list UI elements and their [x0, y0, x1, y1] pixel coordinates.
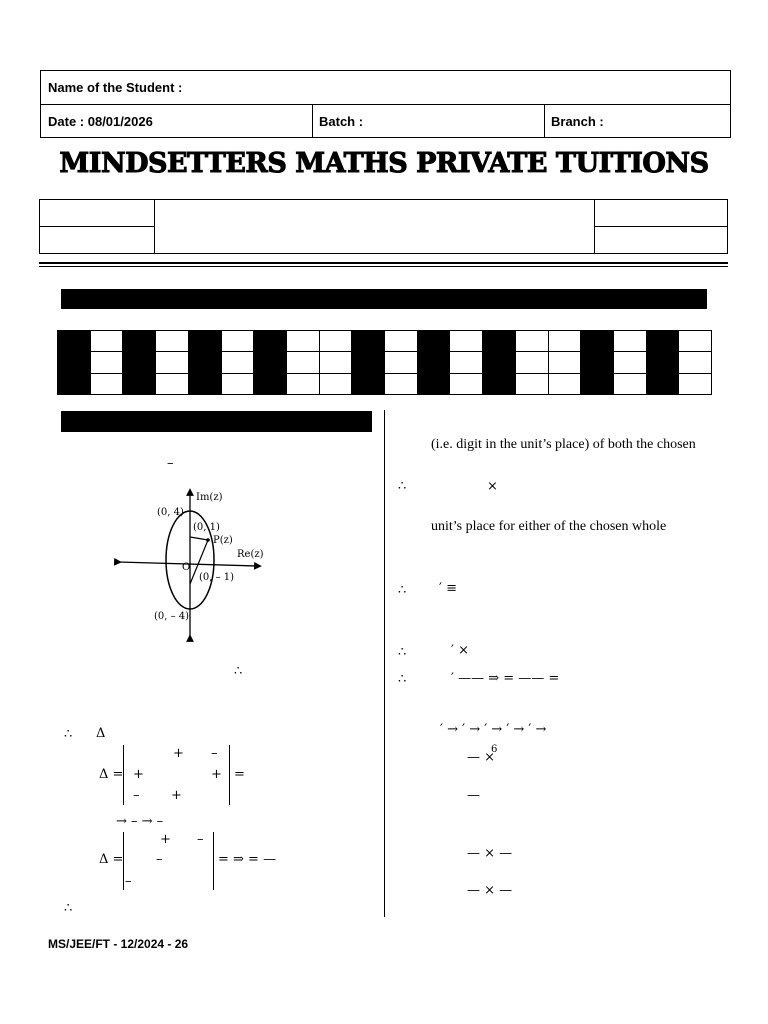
- exponent: 6: [491, 744, 498, 755]
- therefore-symbol: ∴: [398, 645, 407, 660]
- expression: ′ —— ⇒ = —— =: [451, 671, 560, 686]
- grid-column: [287, 331, 320, 394]
- text-line: unit’s place for either of the chosen whole: [431, 519, 667, 534]
- grid-column: [123, 331, 156, 394]
- divider: [154, 200, 155, 253]
- im-axis-label: Im(z): [196, 492, 223, 503]
- divider: [40, 226, 154, 227]
- det-entry: +: [211, 767, 222, 782]
- date-batch-branch-row: [41, 105, 730, 138]
- equiv-expression: ′ ≡: [439, 581, 457, 596]
- det-entry: +: [171, 788, 182, 803]
- grid-column: [679, 331, 711, 394]
- grid-column: [450, 331, 483, 394]
- page-footer: MS/JEE/FT - 12/2024 - 26: [48, 937, 189, 951]
- point-label: (0, – 1): [199, 572, 235, 583]
- minus-sign: –: [167, 456, 174, 471]
- expression: — × —: [467, 846, 513, 861]
- grid-column: [647, 331, 680, 394]
- grid-column: [352, 331, 385, 394]
- therefore-symbol: ∴: [64, 727, 73, 742]
- text-line: (i.e. digit in the unit’s place) of both the chosen: [431, 437, 696, 452]
- grid-column: [58, 331, 91, 394]
- divider: [594, 226, 728, 227]
- point-label: P(z): [213, 535, 233, 546]
- re-axis-label: Re(z): [237, 549, 264, 560]
- det-equals: =: [234, 767, 245, 782]
- det-entry: –: [125, 874, 132, 889]
- grid-column: [385, 331, 418, 394]
- point-p: [206, 538, 210, 542]
- det-entry: –: [197, 832, 204, 847]
- det-bar: [123, 745, 124, 805]
- det-lhs: Δ =: [99, 767, 124, 782]
- student-info-table: [40, 70, 731, 138]
- header-box-row: [39, 199, 728, 254]
- grid-column: [483, 331, 516, 394]
- det-entry: +: [173, 746, 184, 761]
- delta-symbol: Δ: [96, 726, 106, 741]
- grid-column: [254, 331, 287, 394]
- grid-column: [156, 331, 189, 394]
- date-label: Date : 08/01/2026: [48, 114, 153, 129]
- therefore-symbol: ∴: [234, 664, 243, 679]
- therefore-symbol: ∴: [398, 479, 407, 494]
- batch-label: Batch :: [319, 114, 364, 129]
- det-bar: [123, 832, 124, 890]
- grid-column: [320, 331, 353, 394]
- double-rule: [39, 266, 728, 267]
- det-entry: –: [156, 852, 163, 867]
- grid-column: [581, 331, 614, 394]
- det-lhs: Δ =: [99, 852, 124, 867]
- grid-column: [91, 331, 124, 394]
- grid-column: [516, 331, 549, 394]
- fraction-bar: —: [467, 788, 480, 803]
- argand-diagram: [112, 488, 272, 648]
- solution-header-bar: [61, 411, 372, 432]
- student-name-row: [41, 71, 730, 105]
- student-name-label: Name of the Student :: [48, 80, 183, 95]
- grid-column: [222, 331, 255, 394]
- segment: [190, 537, 208, 540]
- origin-label: O: [182, 562, 191, 573]
- grid-column: [614, 331, 647, 394]
- therefore-symbol: ∴: [398, 672, 407, 687]
- expression: ′ ×: [451, 643, 469, 658]
- det-result: = ⇒ = —: [218, 852, 277, 867]
- column-divider: [384, 410, 385, 917]
- point-label: (0, – 4): [154, 611, 190, 622]
- point-label: (0, 4): [157, 507, 184, 518]
- expression: — ×: [467, 750, 496, 765]
- therefore-symbol: ∴: [64, 901, 73, 916]
- point-label: (0, 1): [193, 522, 220, 533]
- det-entry: –: [211, 746, 218, 761]
- double-rule: [39, 262, 728, 264]
- grid-column: [189, 331, 222, 394]
- branch-label: Branch :: [551, 114, 604, 129]
- row-operations: → – → –: [116, 814, 164, 829]
- det-bar: [229, 745, 230, 805]
- page-title: MINDSETTERS MATHS PRIVATE TUITIONS: [59, 148, 709, 179]
- answer-grid: [57, 330, 712, 395]
- det-entry: +: [133, 767, 144, 782]
- expression: — × —: [467, 883, 513, 898]
- arrow-sequence: ′ → ′ → ′ → ′ → ′ →: [440, 722, 547, 737]
- times-symbol: ×: [487, 479, 498, 494]
- grid-column: [418, 331, 451, 394]
- det-entry: +: [160, 832, 171, 847]
- det-bar: [213, 832, 214, 890]
- therefore-symbol: ∴: [398, 583, 407, 598]
- det-entry: –: [133, 788, 140, 803]
- section-header-bar: [61, 289, 707, 309]
- grid-column: [549, 331, 582, 394]
